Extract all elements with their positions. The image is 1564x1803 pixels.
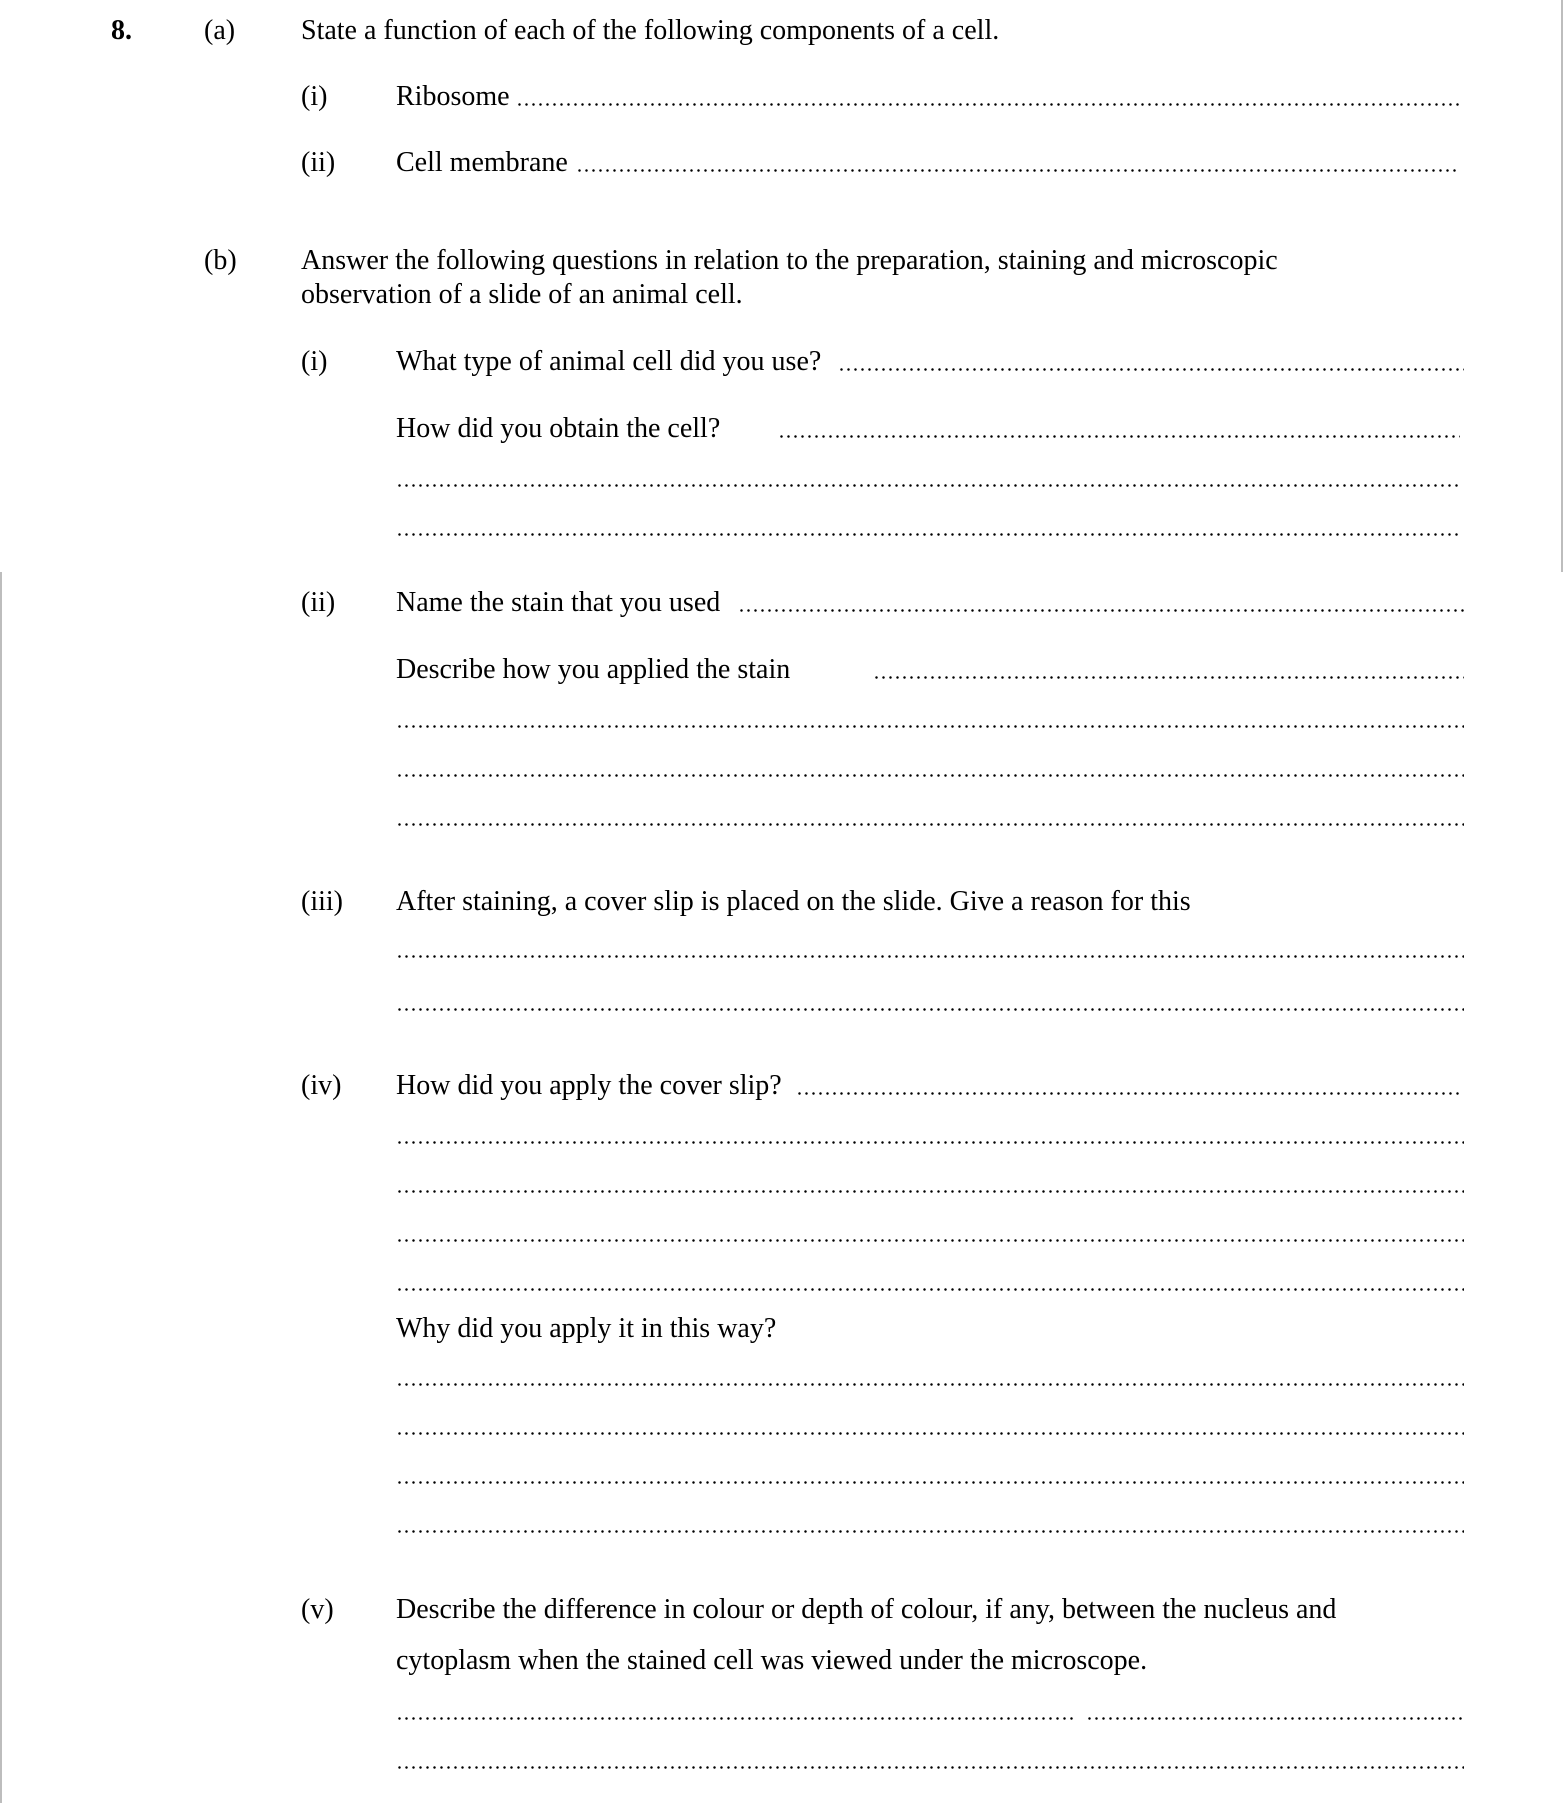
answer-line-colour-1b[interactable] xyxy=(1086,1717,1464,1720)
answer-line-stain-1[interactable] xyxy=(873,676,1464,679)
part-b-i-label: (i) xyxy=(301,346,328,377)
answer-line-why-3[interactable] xyxy=(396,1481,1464,1484)
part-b-iii-label: (iii) xyxy=(301,886,343,917)
answer-line-ribosome[interactable] xyxy=(516,103,1460,106)
answer-line-colour-2[interactable] xyxy=(396,1766,1464,1769)
answer-line-cover-slip-1[interactable] xyxy=(796,1092,1460,1095)
answer-line-stain-2[interactable] xyxy=(396,725,1464,728)
colour-difference-question-line2: cytoplasm when the stained cell was viewed under the microscope. xyxy=(396,1645,1148,1676)
apply-stain-question: Describe how you applied the stain xyxy=(396,654,791,685)
answer-line-cover-slip-3[interactable] xyxy=(396,1190,1464,1193)
why-apply-question: Why did you apply it in this way? xyxy=(396,1313,777,1344)
answer-line-stain-4[interactable] xyxy=(396,823,1464,826)
answer-line-cell-membrane[interactable] xyxy=(576,169,1460,172)
stain-name-question: Name the stain that you used xyxy=(396,587,721,618)
answer-line-cell-type[interactable] xyxy=(838,368,1464,371)
part-b-label: (b) xyxy=(204,245,237,276)
cover-slip-reason-question: After staining, a cover slip is placed on the slide. Give a reason for this xyxy=(396,886,1191,917)
part-b-prompt-line1: Answer the following questions in relation to the preparation, staining and microscopic xyxy=(301,245,1278,276)
part-a-prompt: State a function of each of the following components of a cell. xyxy=(301,15,1000,46)
answer-line-reason-1[interactable] xyxy=(396,955,1464,958)
part-a-ribosome-label: Ribosome xyxy=(396,81,510,112)
obtain-cell-question: How did you obtain the cell? xyxy=(396,413,721,444)
answer-line-stain-3[interactable] xyxy=(396,774,1464,777)
answer-line-cover-slip-4[interactable] xyxy=(396,1239,1464,1242)
answer-line-cover-slip-5[interactable] xyxy=(396,1288,1464,1291)
answer-line-cover-slip-2[interactable] xyxy=(396,1141,1464,1144)
part-b-ii-label: (ii) xyxy=(301,587,336,618)
answer-line-stain-name[interactable] xyxy=(738,609,1464,612)
apply-cover-slip-question: How did you apply the cover slip? xyxy=(396,1070,782,1101)
part-b-iv-label: (iv) xyxy=(301,1070,342,1101)
answer-line-obtain-1[interactable] xyxy=(778,435,1460,438)
part-a-label: (a) xyxy=(204,15,236,46)
animal-cell-type-question: What type of animal cell did you use? xyxy=(396,346,822,377)
part-a-i-label: (i) xyxy=(301,81,328,112)
answer-line-why-2[interactable] xyxy=(396,1432,1464,1435)
part-a-ii-label: (ii) xyxy=(301,147,336,178)
answer-line-colour-1a[interactable] xyxy=(396,1717,1076,1720)
answer-line-obtain-2[interactable] xyxy=(396,484,1460,487)
question-number: 8. xyxy=(111,15,132,46)
answer-line-reason-2[interactable] xyxy=(396,1008,1464,1011)
part-b-v-label: (v) xyxy=(301,1594,334,1625)
answer-line-obtain-3[interactable] xyxy=(396,533,1460,536)
page-edge-line-lower xyxy=(0,572,2,1803)
part-a-cell-membrane-label: Cell membrane xyxy=(396,147,568,178)
answer-line-why-1[interactable] xyxy=(396,1383,1464,1386)
colour-difference-question-line1: Describe the difference in colour or depth of colour, if any, between the nucleus and xyxy=(396,1594,1337,1625)
answer-line-why-4[interactable] xyxy=(396,1530,1464,1533)
page-edge-line xyxy=(1561,0,1563,572)
part-b-prompt-line2: observation of a slide of an animal cell. xyxy=(301,279,743,310)
